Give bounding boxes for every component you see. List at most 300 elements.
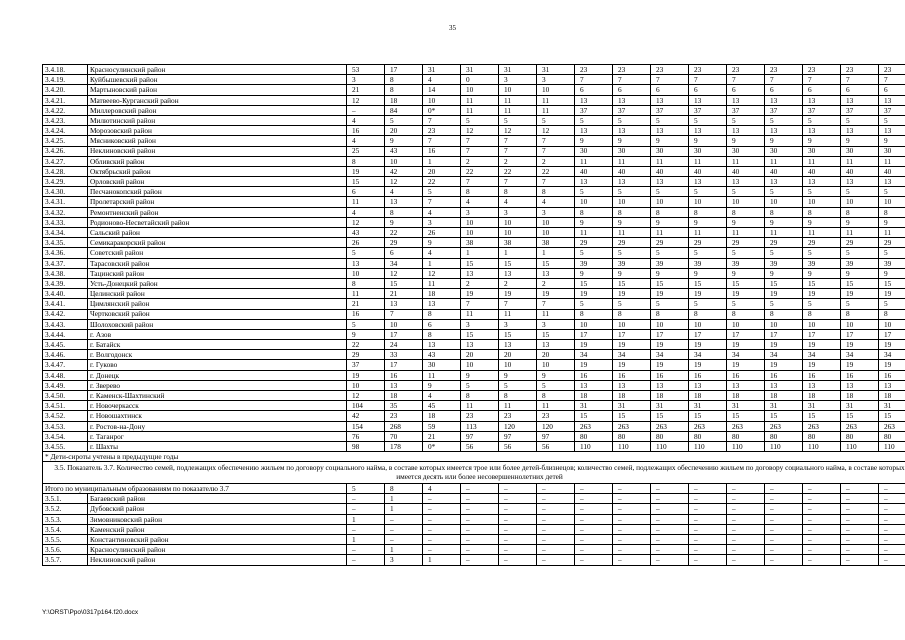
row-value: 5 [613,187,651,197]
row-value: 6 [347,187,385,197]
row-value: – [499,535,537,545]
row-value: – [613,555,651,565]
row-value: 6 [689,85,727,95]
row-value: 6 [765,85,803,95]
row-value: – [879,514,905,524]
row-code: 3.4.41. [43,299,88,309]
row-value: 10 [727,319,765,329]
row-value: 17 [385,360,423,370]
row-code: 3.4.25. [43,136,88,146]
row-value: 11 [651,156,689,166]
row-value: 18 [423,411,461,421]
row-value: – [461,494,499,504]
row-value: 17 [385,329,423,339]
row-name: Шолоховский район [88,319,347,329]
row-value: 16 [385,370,423,380]
row-value: 13 [613,177,651,187]
row-value: 9 [689,217,727,227]
row-code: 3.4.45. [43,340,88,350]
row-value: 8 [347,278,385,288]
row-value: 23 [803,65,841,75]
row-value: 15 [385,278,423,288]
row-value: 21 [347,299,385,309]
row-value: 19 [613,360,651,370]
row-value: 110 [803,441,841,451]
row-value: 30 [841,146,879,156]
row-value: 29 [575,238,613,248]
row-value: 7 [879,75,905,85]
row-code: 3.5.4. [43,524,88,534]
row-value: 9 [613,217,651,227]
table-row [43,441,905,451]
row-value: 6 [613,85,651,95]
row-value: 4 [423,207,461,217]
row-value: – [803,504,841,514]
row-value: 4 [347,115,385,125]
row-value: 10 [461,228,499,238]
row-value: 10 [613,319,651,329]
row-value: – [841,494,879,504]
row-value: 2 [499,156,537,166]
row-value: 56 [537,441,575,451]
row-value: 10 [689,197,727,207]
row-value: 17 [727,329,765,339]
row-code: 3.4.26. [43,146,88,156]
row-value: 40 [803,166,841,176]
row-value: 9 [689,268,727,278]
row-value: 11 [613,156,651,166]
row-value: 13 [765,95,803,105]
row-value: 19 [613,289,651,299]
row-value: 8 [765,207,803,217]
row-value: 8 [803,309,841,319]
row-value: 8 [537,187,575,197]
row-value: 110 [879,441,905,451]
row-value: 3 [385,555,423,565]
table-row [43,197,905,207]
row-value: – [575,535,613,545]
row-value: 34 [613,350,651,360]
table-row [43,126,905,136]
row-value: 110 [689,441,727,451]
row-value: – [385,535,423,545]
row-value: 4 [423,248,461,258]
row-value: 20 [499,350,537,360]
row-value: 11 [879,156,905,166]
row-value: 13 [727,95,765,105]
row-value: 19 [575,340,613,350]
row-value: 15 [841,411,879,421]
row-value: 34 [575,350,613,360]
row-value: 8 [803,207,841,217]
row-value: 5 [499,380,537,390]
row-value: 13 [841,380,879,390]
row-value: 98 [347,441,385,451]
row-value: 8 [727,309,765,319]
table-row [43,65,905,75]
row-value: 9 [803,217,841,227]
row-value: 5 [841,248,879,258]
row-value: 31 [499,65,537,75]
row-value: 18 [575,391,613,401]
row-code: 3.5.3. [43,514,88,524]
row-code: 3.4.44. [43,329,88,339]
row-value: 23 [841,65,879,75]
row-value: – [537,535,575,545]
row-value: 6 [879,85,905,95]
row-code: 3.5.5. [43,535,88,545]
row-name: Миллеровский район [88,105,347,115]
row-code: 3.4.30. [43,187,88,197]
row-value: 1 [385,504,423,514]
row-code: 3.4.38. [43,268,88,278]
row-value: 13 [651,126,689,136]
row-value: 5 [879,115,905,125]
row-value: 11 [461,401,499,411]
row-value: – [841,535,879,545]
row-value: 3 [423,217,461,227]
row-value: 34 [689,350,727,360]
row-value: 80 [879,431,905,441]
row-value: 37 [347,360,385,370]
table-row [43,238,905,248]
row-value: 19 [841,289,879,299]
total-value: – [765,484,803,494]
section-heading: 3.5. Показатель 3.7. Количество семей, подлежащих обеспечению жильем по договору социального найма, в составе которых имеется трое или более детей-близнецов; количество семей, подлежащих обеспечению жильем по договору социального найма, в составе которых имеется десять или более несовершеннолетних детей [43,462,905,484]
table-row [43,95,905,105]
table-row [43,504,905,514]
row-code: 3.4.52. [43,411,88,421]
row-value: 19 [689,289,727,299]
row-value: 42 [347,411,385,421]
row-code: 3.4.19. [43,75,88,85]
footer-file-path: Y:\ORST\Ppo\0317p164.f20.docx [42,609,139,616]
total-value: – [537,484,575,494]
row-value: – [347,545,385,555]
row-value: 8 [461,391,499,401]
row-value: 8 [423,329,461,339]
row-code: 3.4.18. [43,65,88,75]
row-value: 1 [423,555,461,565]
row-value: – [765,504,803,514]
row-value: 15 [765,278,803,288]
row-value: 18 [765,391,803,401]
row-value: 6 [651,85,689,95]
row-value: 23 [879,65,905,75]
row-value: 31 [613,401,651,411]
row-value: – [575,514,613,524]
row-value: 18 [879,391,905,401]
row-value: 4 [499,197,537,207]
row-value: 19 [879,340,905,350]
row-code: 3.4.27. [43,156,88,166]
row-value: 12 [347,95,385,105]
row-value: 7 [613,75,651,85]
row-value: 1 [347,514,385,524]
row-value: 29 [803,238,841,248]
row-value: 11 [841,228,879,238]
row-value: 20 [423,166,461,176]
row-value: 5 [841,299,879,309]
row-value: 7 [727,75,765,85]
row-value: 5 [651,187,689,197]
row-value: 8 [575,309,613,319]
row-value: 97 [461,431,499,441]
row-name: Песчанокопский район [88,187,347,197]
row-value: 26 [347,238,385,248]
row-value: – [879,504,905,514]
row-name: Красносулинский район [88,65,347,75]
row-value: – [613,494,651,504]
row-value: 263 [765,421,803,431]
table-row [43,217,905,227]
row-value: 6 [803,85,841,95]
row-value: 15 [461,329,499,339]
row-value: 42 [385,166,423,176]
row-code: 3.4.53. [43,421,88,431]
row-value: – [765,555,803,565]
row-value: 15 [651,278,689,288]
row-value: 30 [613,146,651,156]
table-row [43,555,905,565]
table-row [43,187,905,197]
row-value: 80 [613,431,651,441]
row-value: 13 [727,380,765,390]
row-value: 9 [651,136,689,146]
row-value: 13 [461,340,499,350]
row-value: 15 [689,411,727,421]
row-value: 19 [575,289,613,299]
row-value: – [841,514,879,524]
row-value: 13 [537,268,575,278]
row-value: 8 [347,156,385,166]
row-value: 39 [651,258,689,268]
total-value: – [727,484,765,494]
row-value: 11 [613,228,651,238]
row-value: 10 [461,217,499,227]
row-value: 31 [651,401,689,411]
row-value: 19 [651,289,689,299]
total-value: – [461,484,499,494]
total-value: 5 [347,484,385,494]
row-value: 40 [879,166,905,176]
row-value: 19 [689,360,727,370]
row-value: 11 [537,95,575,105]
row-value: 10 [727,197,765,207]
row-value: 9 [727,136,765,146]
row-value: – [727,524,765,534]
row-value: 20 [461,350,499,360]
row-value: 5 [651,115,689,125]
row-value: 3 [537,319,575,329]
row-value: 80 [841,431,879,441]
row-code: 3.5.7. [43,555,88,565]
row-value: – [765,494,803,504]
row-value: 39 [841,258,879,268]
row-value: 30 [651,146,689,156]
row-value: 7 [461,146,499,156]
row-value: 19 [347,166,385,176]
row-name: Куйбышевский район [88,75,347,85]
row-name: Мясниковский район [88,136,347,146]
row-value: 30 [803,146,841,156]
row-value: 10 [575,319,613,329]
row-code: 3.4.36. [43,248,88,258]
row-name: Тацинский район [88,268,347,278]
table-row [43,289,905,299]
row-value: 5 [499,115,537,125]
row-value: 21 [385,289,423,299]
row-value: 8 [385,85,423,95]
table-row [43,177,905,187]
row-value: 7 [575,75,613,85]
row-value: – [385,524,423,534]
row-name: Тарасовский район [88,258,347,268]
row-value: 31 [879,401,905,411]
row-value: 26 [423,228,461,238]
row-code: 3.4.46. [43,350,88,360]
row-value: 13 [499,340,537,350]
row-value: 13 [575,177,613,187]
row-value: 15 [651,411,689,421]
row-value: 13 [537,340,575,350]
row-value: – [651,504,689,514]
row-value: 5 [803,299,841,309]
row-value: – [879,555,905,565]
row-value: 7 [689,75,727,85]
row-value: – [651,545,689,555]
row-value: – [347,555,385,565]
row-name: Константиновский район [88,535,347,545]
table-row [43,401,905,411]
row-value: 11 [575,156,613,166]
row-value: – [461,514,499,524]
row-value: 3 [537,207,575,217]
row-name: г. Донецк [88,370,347,380]
row-value: 18 [651,391,689,401]
row-value: 19 [841,340,879,350]
row-value: – [461,535,499,545]
row-value: 8 [727,207,765,217]
row-value: 8 [651,207,689,217]
row-value: 43 [385,146,423,156]
row-value: 16 [727,370,765,380]
table-row [43,228,905,238]
row-value: 5 [841,187,879,197]
row-value: 110 [651,441,689,451]
row-value: 1 [461,248,499,258]
row-value: 120 [499,421,537,431]
row-value: 9 [347,329,385,339]
row-value: – [803,535,841,545]
row-value: 19 [803,360,841,370]
row-code: 3.4.20. [43,85,88,95]
row-value: 21 [347,85,385,95]
row-value: 5 [385,115,423,125]
row-value: 29 [689,238,727,248]
row-value: – [347,105,385,115]
table-row [43,380,905,390]
row-value: 13 [385,299,423,309]
row-value: 9 [423,380,461,390]
row-value: 5 [765,299,803,309]
row-name: Целинский район [88,289,347,299]
row-value: 113 [461,421,499,431]
row-value: 11 [461,309,499,319]
row-value: – [727,555,765,565]
row-value: 21 [423,431,461,441]
row-value: 1 [385,494,423,504]
row-value: – [499,524,537,534]
row-value: 12 [347,217,385,227]
row-value: 9 [385,136,423,146]
row-value: 10 [841,319,879,329]
section-heading-row [43,462,905,484]
row-value: – [423,514,461,524]
row-value: – [385,514,423,524]
row-value: 9 [879,217,905,227]
row-value: 9 [803,136,841,146]
row-value: 37 [651,105,689,115]
row-value: – [651,494,689,504]
row-value: 29 [841,238,879,248]
row-value: 15 [575,278,613,288]
row-value: 9 [575,268,613,278]
row-value: 31 [841,401,879,411]
row-value: 13 [499,268,537,278]
row-value: 6 [423,319,461,329]
row-value: – [613,535,651,545]
row-value: 16 [613,370,651,380]
row-value: 3 [499,75,537,85]
row-name: Обливский район [88,156,347,166]
row-value: – [537,504,575,514]
row-value: 15 [879,278,905,288]
row-value: 9 [765,268,803,278]
row-value: 43 [423,350,461,360]
row-value: 34 [727,350,765,360]
row-value: 5 [727,187,765,197]
row-value: 39 [575,258,613,268]
row-code: 3.4.32. [43,207,88,217]
row-value: – [423,524,461,534]
row-value: 97 [537,431,575,441]
row-value: 7 [461,299,499,309]
row-value: 18 [803,391,841,401]
row-value: 13 [423,299,461,309]
row-value: – [613,514,651,524]
table-row [43,105,905,115]
row-value: 19 [689,340,727,350]
row-value: – [689,555,727,565]
table-row [43,524,905,534]
row-value: 19 [651,340,689,350]
row-value: 11 [651,228,689,238]
row-value: 30 [879,146,905,156]
table-row [43,75,905,85]
row-name: Октябрьский район [88,166,347,176]
row-value: 9 [727,268,765,278]
total-label: Итого по муниципальным образованиям по показателю 3.7 [43,484,347,494]
row-value: 11 [347,197,385,207]
row-value: 31 [575,401,613,411]
row-value: 13 [765,126,803,136]
row-value: 7 [803,75,841,85]
row-value: 38 [537,238,575,248]
row-value: 23 [651,65,689,75]
row-value: 18 [385,95,423,105]
row-value: 59 [423,421,461,431]
